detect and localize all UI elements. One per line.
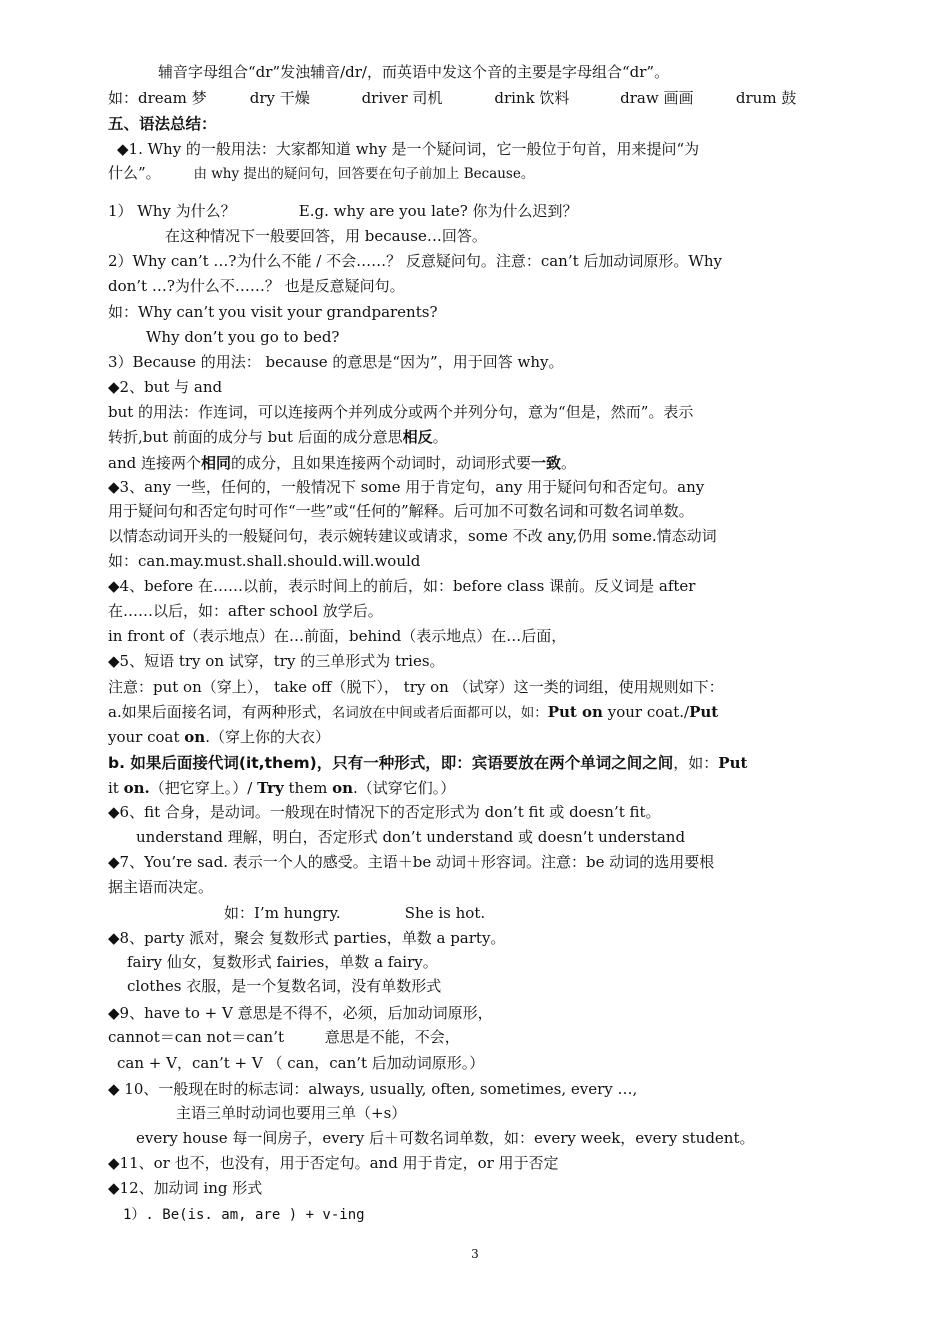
page-number: 3: [471, 1247, 479, 1261]
text-line: [108, 163, 854, 184]
text-line: can + V，can’t + V （ can，can’t 后加动词原形。）: [117, 1054, 485, 1072]
text-line: 3）Because 的用法： because 的意思是“因为”，用于回答 why。: [108, 353, 564, 371]
text-fragment: 1） Why 为什么？: [108, 202, 236, 220]
emphasis-text: Put on: [547, 703, 603, 721]
text-line: don’t …?为什么不……？ 也是反意疑问句。: [108, 277, 405, 295]
text-fragment: （把它穿上。）/: [149, 779, 258, 797]
text-line: but 的用法：作连词，可以连接两个并列成分或两个并列分句，意为“但是，然而”。表示: [108, 403, 694, 421]
text-fragment: ，如：: [673, 754, 719, 772]
text-fragment: your coat./: [602, 703, 690, 721]
text-fragment: E.g. why are you late? 你为什么迟到？: [298, 202, 578, 220]
text-line: ◆ 10、一般现在时的标志词：always, usually, often, sometimes, every …,: [108, 1080, 638, 1098]
text-fragment: it: [108, 779, 124, 797]
text-line: 据主语而决定。: [108, 878, 214, 896]
emphasis-text: on.: [123, 779, 150, 797]
text-line: [108, 753, 854, 773]
emphasis-text: on: [332, 779, 354, 797]
text-line: 如：Why can’t you visit your grandparents?: [108, 303, 438, 321]
text-line: ◆6、fit 合身，是动词。一般现在时情况下的否定形式为 don’t fit 或 doesn’t fit。: [108, 803, 661, 821]
example-word: driver 司机: [361, 89, 443, 107]
text-fragment: cannot＝can not＝can’t: [108, 1028, 285, 1046]
emphasis-text: Put: [718, 754, 748, 772]
text-line: clothes 衣服，是一个复数名词，没有单数形式: [127, 977, 442, 995]
emphasis-text: 相同: [200, 454, 231, 472]
text-fragment: a.如果后面接名词，有两种形式，: [108, 703, 332, 721]
text-line: 辅音字母组合“dr”发浊辅音/dr/，而英语中发这个音的主要是字母组合“dr”。: [158, 63, 670, 81]
text-line: [108, 727, 854, 747]
text-fragment: .（穿上你的大衣）: [205, 728, 330, 746]
emphasis-text: Put: [689, 703, 719, 721]
text-line: ◆1. Why 的一般用法：大家都知道 why 是一个疑问词，它一般位于句首，用来提问“为: [117, 140, 700, 158]
text-line: ◆7、You’re sad. 表示一个人的感受。主语＋be 动词＋形容词。注意：be 动词的选用要根: [108, 853, 715, 871]
text-fragment: and 连接两个: [108, 454, 201, 472]
example-word: drink 饮料: [494, 89, 570, 107]
text-line: ◆8、party 派对，聚会 复数形式 parties，单数 a party。: [108, 929, 506, 947]
text-line: ◆5、短语 try on 试穿，try 的三单形式为 tries。: [108, 652, 445, 670]
text-fragment: 由 why 提出的疑问句，回答要在句子前加上 Because。: [193, 166, 535, 182]
text-line: 以情态动词开头的一般疑问句，表示婉转建议或请求，some 不改 any,仍用 some.情态动词: [108, 527, 717, 545]
emphasis-text: Try: [257, 779, 284, 797]
text-fragment: 如：I’m hungry.: [224, 904, 341, 922]
emphasis-text: b. 如果后面接代词(it,them)，只有一种形式，即：宾语要放在两个单词之间之间: [108, 754, 674, 772]
text-line: [108, 702, 854, 723]
emphasis-text: 一致: [531, 454, 562, 472]
text-line: ◆4、before 在……以前，表示时间上的前后，如：before class 课前。反义词是 after: [108, 577, 696, 595]
text-line: ◆12、加动词 ing 形式: [108, 1179, 263, 1197]
text-line: 1）. Be(is. am, are ) + v-ing: [123, 1207, 365, 1223]
text-line: fairy 仙女，复数形式 fairies，单数 a fairy。: [127, 953, 438, 971]
text-line: ◆3、any 一些，任何的，一般情况下 some 用于肯定句，any 用于疑问句和否定句。any: [108, 478, 705, 496]
text-line: [108, 1027, 854, 1047]
example-word: drum 鼓: [735, 89, 797, 107]
example-words-line: [108, 88, 854, 108]
text-line: 在……以后，如：after school 放学后。: [108, 602, 383, 620]
example-word: draw 画画: [620, 89, 694, 107]
text-line: [108, 427, 854, 447]
example-word: dry 干燥: [249, 89, 310, 107]
emphasis-text: 相反: [402, 428, 433, 446]
text-line: understand 理解，明白，否定形式 don’t understand 或 doesn’t understand: [136, 828, 686, 846]
text-line: Why don’t you go to bed?: [146, 328, 340, 346]
text-line: 2）Why can’t …?为什么不能 / 不会……？ 反意疑问句。注意：can’t 后加动词原形。Why: [108, 252, 722, 270]
text-fragment: .（试穿它们。）: [353, 779, 456, 797]
text-fragment: them: [283, 779, 333, 797]
text-fragment: 转折,but 前面的成分与 but 后面的成分意思: [108, 428, 403, 446]
text-fragment: 的成分，且如果连接两个动词时，动词形式要: [231, 454, 532, 472]
text-line: 主语三单时动词也要用三单（+s）: [176, 1104, 407, 1122]
section-heading: 五、语法总结：: [108, 115, 217, 133]
text-line: ◆11、or 也不，也没有，用于否定句。and 用于肯定，or 用于否定: [108, 1154, 559, 1172]
example-word: 如：dream 梦: [108, 89, 207, 107]
text-line: 如：can.may.must.shall.should.will.would: [108, 552, 421, 570]
text-fragment: 什么”。: [108, 164, 161, 182]
text-fragment: 名词放在中间或者后面都可以，如：: [331, 705, 548, 721]
text-line: 注意：put on（穿上）， take off（脱下）， try on （试穿）这一类的词组，使用规则如下：: [108, 678, 724, 696]
text-line: [108, 778, 854, 798]
text-line: 用于疑问句和否定句时可作“一些”或“任何的”解释。后可加不可数名词和可数名词单数。: [108, 502, 694, 520]
text-line: [108, 453, 854, 473]
text-fragment: your coat: [108, 728, 185, 746]
text-line: in front of（表示地点）在…前面，behind（表示地点）在…后面，: [108, 627, 567, 645]
text-fragment: 意思是不能，不会，: [324, 1028, 460, 1046]
text-fragment: She is hot.: [404, 904, 486, 922]
text-line: ◆9、have to + V 意思是不得不，必须，后加动词原形，: [108, 1004, 493, 1022]
text-fragment: 。: [561, 454, 577, 472]
text-line: [108, 201, 854, 221]
text-line: 在这种情况下一般要回答，用 because…回答。: [165, 227, 487, 245]
text-line: [224, 903, 854, 923]
text-fragment: 。: [432, 428, 448, 446]
text-line: every house 每一间房子，every 后＋可数名词单数，如：every week，every student。: [136, 1129, 755, 1147]
emphasis-text: on: [184, 728, 206, 746]
text-line: ◆2、but 与 and: [108, 378, 223, 396]
